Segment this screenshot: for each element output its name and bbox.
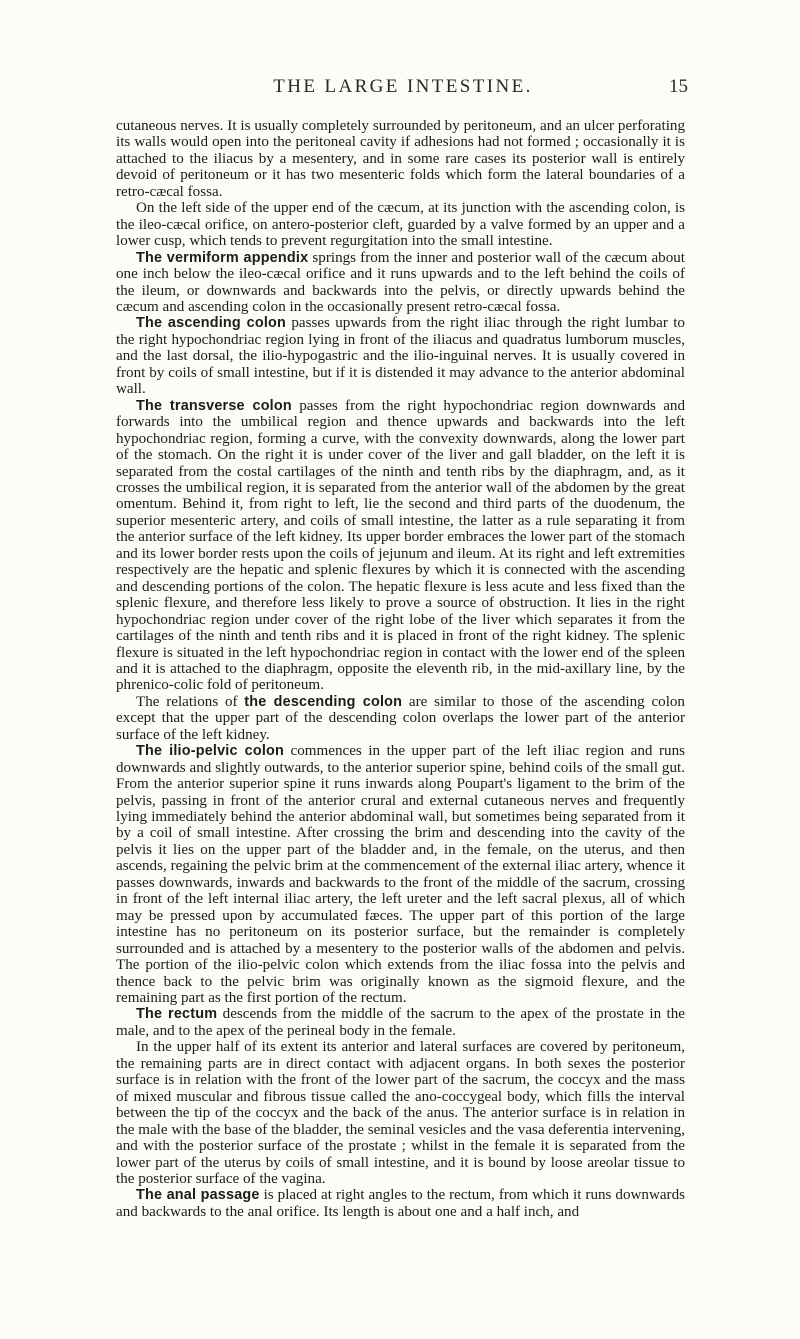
paragraph [116, 1039, 685, 1187]
section-term: The rectum [136, 1006, 218, 1023]
paragraph-text: passes upwards from the right iliac through the right lumbar to the right hypochondriac region lying in front of the iliacus and quadratus lumborum muscles, and the last dorsal, the ilio-hypogastric and the ilio-inguinal nerves. It is usually covered in front by coils of small intestine, but if it is distended it may advance to the anterior abdominal wall. [116, 315, 685, 398]
section-term: The ascending colon [136, 315, 287, 332]
section-term: The vermiform appendix [136, 249, 309, 266]
paragraph [116, 200, 685, 249]
paragraph-text: In the upper half of its extent its anterior and lateral surfaces are covered by peritoneum, the remaining parts are in direct contact with adjacent organs. In both sexes the posterior surface is in relation with the front of the lower part of the sacrum, the coccyx and the mass of mixed muscular and fibrous tissue called the ano-coccygeal body, which fills the interval between the tip of the coccyx and the back of the anus. The anterior surface is in relation in the male with the base of the bladder, the seminal vesicles and the vasa deferentia intervening, and with the posterior surface of the prostate ; whilst in the female it is separated from the lower part of the uterus by coils of small intestine, and it is bound by loose areolar tissue to the posterior surface of the vagina. [116, 1039, 685, 1187]
paragraph [116, 694, 685, 743]
body-text [116, 118, 685, 1220]
paragraph-text: commences in the upper part of the left iliac region and runs downwards and slightly outwards, to the anterior superior spine, behind coils of the small gut. From the anterior superior spine it runs inwards along Poupart's ligament to the brim of the pelvis, passing in front of the anterior crural and external cutaneous nerves and frequently lying immediately behind the anterior abdominal wall, but sometimes being separated from it by a coil of small intestine. After crossing the brim and descending into the cavity of the pelvis it lies on the upper part of the bladder and, in the female, on the uterus, and then ascends, regaining the pelvic brim at the commencement of the external iliac artery, whence it passes downwards, inwards and backwards to the front of the middle of the sacrum, crossing in front of the left internal iliac artery, the left ureter and the left sacral plexus, all of which may be pressed upon by accumulated fæces. The upper part of this portion of the large intestine has no peritoneum on its posterior surface, but the remainder is completely surrounded and is attached by a mesentery to the posterior walls of the abdomen and pelvis. The portion of the ilio-pelvic colon which extends from the iliac fossa into the pelvis and thence back to the pelvic brim was originally known as the sigmoid flexure, and the remaining part as the first portion of the rectum. [116, 743, 685, 1007]
section-term: The transverse colon [136, 397, 292, 414]
paragraph [116, 315, 685, 397]
paragraph-text: is placed at right angles to the rectum, from which it runs downwards and backwards to the anal orifice. Its length is about one and a half inch, and [116, 1187, 685, 1220]
page-number: 15 [669, 76, 688, 97]
section-term: The ilio-pelvic colon [136, 743, 285, 760]
paragraph-text: On the left side of the upper end of the cæcum, at its junction with the ascending colon, is the ileo-cæcal orifice, on antero-posterior cleft, guarded by a valve formed by an upper and a lower cusp, which tends to prevent regurgitation into the small intestine. [116, 200, 685, 250]
paragraph [116, 743, 685, 1006]
paragraph-text: The relations of [136, 693, 245, 710]
paragraph-text: are similar to those of the ascending colon except that the upper part of the descending colon overlaps the lower part of the anterior surface of the left kidney. [116, 693, 685, 743]
paragraph [116, 118, 685, 200]
paragraph-text: descends from the middle of the sacrum to the apex of the prostate in the male, and to the apex of the perineal body in the female. [116, 1006, 685, 1039]
paragraph [116, 1187, 685, 1220]
section-term: the descending colon [244, 693, 403, 710]
paragraph [116, 1006, 685, 1039]
paragraph [116, 250, 685, 316]
paragraph-text: cutaneous nerves. It is usually completely surrounded by peritoneum, and an ulcer perforating its walls would open into the peritoneal cavity if adhesions had not formed ; occasionally it is attached to the iliacus by a mesentery, and in some rare cases its posterior wall is entirely devoid of peritoneum or it has two mesenteric folds which form the lateral boundaries of a retro-cæcal fossa. [116, 118, 685, 200]
paragraph [116, 398, 685, 694]
paragraph-text: springs from the inner and posterior wall of the cæcum about one inch below the ileo-cæcal orifice and it runs upwards and to the left behind the coils of the ileum, or downwards and backwards into the pelvis, or directly upwards behind the cæcum and ascending colon in the occasionally present retro-cæcal fossa. [116, 249, 685, 315]
running-title: THE LARGE INTESTINE. [273, 76, 533, 97]
paragraph-text: passes from the right hypochondriac region downwards and forwards into the umbilical region and thence upwards and backwards into the left hypochondriac region, forming a curve, with the convexity downwards, along the lower part of the stomach. On the right it is under cover of the liver and gall bladder, on the left it is separated from the costal cartilages of the ninth and tenth ribs by the diaphragm, and, as it crosses the umbilical region, it is separated from the anterior wall of the abdomen by the great omentum. Behind it, from right to left, lie the second and third parts of the duodenum, the superior mesenteric artery, and coils of small intestine, the latter as a rule separating it from the anterior surface of the left kidney. Its upper border embraces the lower part of the stomach and its lower border rests upon the coils of jejunum and ileum. At its right and left extremities respectively are the hepatic and splenic flexures by which it is connected with the ascending and descending portions of the colon. The hepatic flexure is less acute and less fixed than the splenic flexure, and therefore less likely to prove a source of obstruction. It lies in the right hypochondriac region under cover of the right lobe of the liver which separates it from the cartilages of the ninth and tenth ribs and it is placed in front of the right kidney. The splenic flexure is situated in the left hypochondriac region in contact with the lower end of the spleen and it is attached to the diaphragm, opposite the eleventh rib, in the mid-axillary line, by the phrenico-colic fold of peritoneum. [116, 397, 685, 694]
section-term: The anal passage [136, 1187, 260, 1204]
running-head [118, 76, 688, 102]
